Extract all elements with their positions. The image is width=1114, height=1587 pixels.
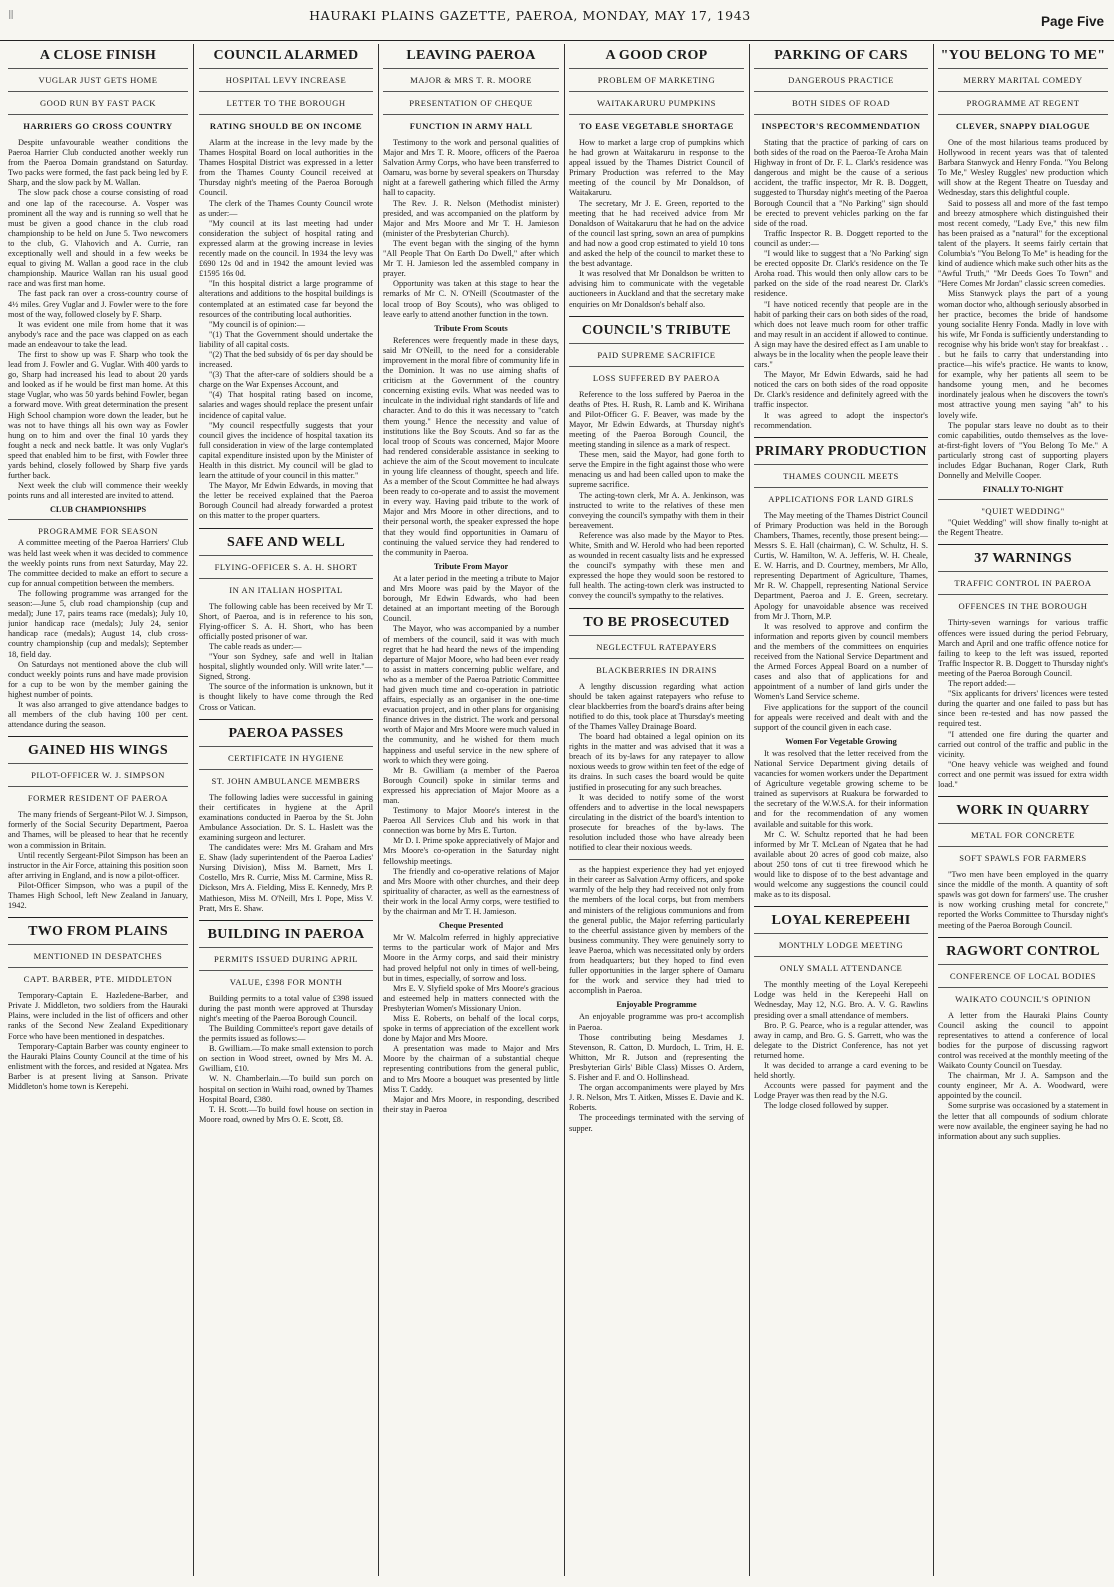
headline: PRIMARY PRODUCTION bbox=[754, 437, 928, 460]
paragraph: "(1) That the Government should undertake the liability of all capital costs. bbox=[199, 329, 373, 349]
paragraph: The Mayor, who was accompanied by a number of members of the council, said it was with much regret that he had heard the news of the impending departure of Major Moore, who had been ever ready to assist in matters concerning public welfare, and who as a member of the Paeroa Patriotic Committee had given much time and co-operation in patriotic affairs, especially as an organiser in the one-time evacuation project, and in other plans for organising finance drives in the district. The work and personal worth of Major and Mrs Moore were much valued in the community, and he wished for them much happiness and useful service in the new sphere of work to which they were going. bbox=[383, 624, 559, 765]
subheading: Tribute From Scouts bbox=[434, 323, 508, 333]
paragraph: "Your son Sydney, safe and well in Italian hospital, slightly wounded only. Will write later."—Signed, Strong. bbox=[199, 652, 373, 682]
headline: TO BE PROSECUTED bbox=[569, 608, 744, 631]
deck-line: THAMES COUNCIL MEETS bbox=[754, 464, 928, 483]
paragraph: T. H. Scott.—To build fowl house on section in Moore road, owned by Mrs O. E. Scott, £8. bbox=[199, 1104, 373, 1124]
paragraph: Pilot-Officer Simpson, who was a pupil of the Thames High School, left New Zealand in January, 1942. bbox=[8, 880, 188, 911]
article bbox=[199, 920, 373, 1125]
column-rule bbox=[933, 44, 934, 1576]
paragraph: W. N. Chamberlain.—To build sun porch on hospital on section in Waihi road, owned by Thames Hospital Board, £380. bbox=[199, 1074, 373, 1104]
margin-mark: ǁ bbox=[8, 8, 14, 22]
deck-line: WAIKATO COUNCIL'S OPINION bbox=[938, 987, 1108, 1006]
paragraph: B. Gwilliam.—To make small extension to porch on section in Wood street, owned by Mrs M. A. Gwilliam, £10. bbox=[199, 1044, 373, 1074]
paragraph: Testimony to Major Moore's interest in the Paeroa All Services Club and his work in that connection was borne by Mrs E. Turton. bbox=[383, 806, 559, 836]
paragraph: "Two men have been employed in the quarry since the middle of the month. A quantity of soft spawls was got down for farmers' use. The crusher is now working crushing metal for concrete," reported the Works Committee to Thursday night's meeting of the Paeroa Borough Council. bbox=[938, 870, 1108, 930]
deck-line: MENTIONED IN DESPATCHES bbox=[8, 944, 188, 963]
paragraph: Opportunity was taken at this stage to hear the remarks of Mr C. N. O'Neill (Scoutmaster of the local troop of Boy Scouts), who was obliged to leave early to attend another function in the town. bbox=[383, 279, 559, 319]
paragraph: Five applications for the support of the council for appeals were received and dealt with and the support of the council given in each case. bbox=[754, 702, 928, 732]
subheading: Cheque Presented bbox=[438, 921, 504, 931]
deck-line: MERRY MARITAL COMEDY bbox=[938, 68, 1108, 87]
paragraph: A presentation was made to Major and Mrs Moore by the chairman of a substantial cheque representing contributions from the general public, and to Mrs Moore a bouquet was presented by little Miss T. Caddy. bbox=[383, 1044, 559, 1094]
paragraph: It was evident one mile from home that it was anybody's race and the pace was clapped on as each made an endeavour to take the lead. bbox=[8, 319, 188, 349]
article bbox=[199, 45, 373, 522]
deck-line: METAL FOR CONCRETE bbox=[938, 823, 1108, 842]
news-column bbox=[383, 45, 559, 1573]
paragraph: How to market a large crop of pumpkins which he had grown at Waitakaruru in response to the appeal issued by the Thames District Council of Primary Production was referred to the May meeting of the council by Mr Donaldson, of Waitakaruru. bbox=[569, 138, 744, 198]
paragraph: Some surprise was occasioned by a statement in the letter that all compounds of sodium chlorate were now available, the engineer saying he had no information about any such supplies. bbox=[938, 1101, 1108, 1141]
paragraph: "I attended one fire during the quarter and carried out control of the traffic and public in the vicinity. bbox=[938, 729, 1108, 759]
paragraph: "(4) That hospital rating based on income, salaries and wages should replace the present unfair incidence of capital value. bbox=[199, 390, 373, 420]
paragraph: The source of the information is unknown, but it is thought likely to have come through the Red Cross or Vatican. bbox=[199, 682, 373, 712]
article bbox=[754, 437, 928, 901]
paragraph: Alarm at the increase in the levy made by the Thames Hospital Board on local authorities in the Thames Hospital District was expressed in a letter from the Thames County Council received at Thursday night's meeting of the Paeroa Borough Council. bbox=[199, 138, 373, 198]
article bbox=[383, 45, 559, 1115]
paragraph: Mr W. Malcolm referred in highly appreciative terms to the particular work of Major and Mrs Moore in the Army corps, and said their ministry had proved helpful not only in times of well-being, but in times, especially, of sorrow and loss. bbox=[383, 933, 559, 983]
headline: PAEROA PASSES bbox=[199, 719, 373, 742]
deck-line: INSPECTOR'S RECOMMENDATION bbox=[754, 114, 928, 133]
page-number: Page Five bbox=[1040, 14, 1104, 29]
paragraph: A committee meeting of the Paeroa Harriers' Club was held last week when it was decided to commence the weekly points runs from next Saturday, May 22. The committee decided to make an effort to secure a cup for annual competition between the members. bbox=[8, 538, 188, 588]
paragraph: as the happiest experience they had yet enjoyed in their career as Salvation Army officers, and spoke warmly of the help they had received not only from the members of the local corps, but from members and ministers of the religious communions and from the general public, the Major referring particularly to the cheerful assistance given by members of the business community. They were genuinely sorry to leave Paeroa, which was necessitated only by orders from headquarters; but they hoped to find even fuller opportunities in the larger sphere of Oamaru for the work and service they had tried to accomplish in Paeroa. bbox=[569, 865, 744, 996]
paragraph: The Building Committee's report gave details of the permits issued as follows:— bbox=[199, 1024, 373, 1044]
deck-line: ST. JOHN AMBULANCE MEMBERS bbox=[199, 769, 373, 788]
paragraph: Accounts were passed for payment and the Lodge Prayer was then read by the N.G. bbox=[754, 1081, 928, 1101]
continuation-rule bbox=[569, 859, 744, 860]
paragraph: Next week the club will commence their weekly points runs and all interested are invited to attend. bbox=[8, 481, 188, 501]
paragraph: A lengthy discussion regarding what action should be taken against ratepayers who refuse to clear blackberries from the board's drains after being notified to do this, took place at Thursday's meeting of the Thames Valley Drainage Board. bbox=[569, 681, 744, 731]
paragraph: Stating that the practice of parking of cars on both sides of the road on the Paeroa-Te Aroha Main Highway in front of Dr. F. L. Clark's residence was dangerous and might be the cause of a serious accident, the traffic inspector, Mr R. B. Doggett, suggested to Thursday night's meeting of the Paeroa Borough Council that a "No Parking" sign should be erected to prevent vehicles parking on the far side of the road. bbox=[754, 138, 928, 228]
paragraph: The Mayor, Mr Edwin Edwards, in moving that the letter be received explained that the Paeroa Borough Council had already forwarded a protest on this matter to the proper quarters. bbox=[199, 481, 373, 521]
paragraph: "Six applicants for drivers' licences were tested during the quarter and one failed to pass but has since been re-tested and has now passed the required test. bbox=[938, 689, 1108, 729]
headline: A GOOD CROP bbox=[605, 48, 708, 63]
paragraph: Bro. P. G. Pearce, who is a regular attender, was away in camp, and Bro. G. S. Garrett, who was the delegate to the District Conference, has not yet returned home. bbox=[754, 1020, 928, 1060]
deck-line: RATING SHOULD BE ON INCOME bbox=[199, 114, 373, 133]
paragraph: Mr B. Gwilliam (a member of the Paeroa Borough Council) spoke in similar terms and expressed his appreciation of Major Moore as a man. bbox=[383, 765, 559, 805]
deck-line: PERMITS ISSUED DURING APRIL bbox=[199, 947, 373, 966]
article bbox=[199, 528, 373, 713]
headline: TWO FROM PLAINS bbox=[8, 917, 188, 940]
paragraph: Reference was also made by the Mayor to Ptes. White, Smith and W. Herold who had been reported as wounded in recent casualty lists and he expressed the council's sympathy with these men and expressed the hope they would soon be restored to full health. The acting-town clerk was instructed to convey the council's sympathy to the relatives. bbox=[569, 530, 744, 601]
paragraph: "(2) That the bed subsidy of 6s per day should be increased. bbox=[199, 349, 373, 370]
deck-line: GOOD RUN BY FAST PACK bbox=[8, 91, 188, 110]
paragraph: Building permits to a total value of £398 issued during the past month were approved at Thursday night's meeting of the Paeroa Borough Council. bbox=[199, 993, 373, 1023]
headline: RAGWORT CONTROL bbox=[938, 937, 1108, 960]
paragraph: "Quiet Wedding" will show finally to-night at the Regent Theatre. bbox=[938, 518, 1108, 538]
paragraph: An enjoyable programme was pro-t accomplish in Paeroa. bbox=[569, 1012, 744, 1032]
deck-line: SOFT SPAWLS FOR FARMERS bbox=[938, 846, 1108, 865]
deck-line: FLYING-OFFICER S. A. H. SHORT bbox=[199, 555, 373, 574]
news-column bbox=[938, 45, 1108, 1573]
paragraph: Major and Mrs Moore, in responding, described their stay in Paeroa bbox=[383, 1094, 559, 1114]
paragraph: The fast pack ran over a cross-country course of 4½ miles. Grey Vuglar and J. Fowler were to the fore most of the way, followed closely by F. Sharp. bbox=[8, 289, 188, 319]
paragraph: Said to possess all and more of the fast tempo and breezy atmosphere which distinguished their most recent comedy, "Lady Eve," this new film has been praised as a "natural" for the exceptional talent of the players. It seems fairly certain that Columbia's "You Belong To Me" is heading for the kind of audience which make such other hits as the "Awful Truth," "Mr Deeds Goes To Town" and "Here Comes Mr Jordan" classic screen comedies. bbox=[938, 198, 1108, 289]
masthead bbox=[0, 0, 1114, 41]
paragraph: It was resolved to approve and confirm the information and reports given by council members and the members of the committees on enquiries received from the National Service Department and the Armed Forces Appeal Board on a number of cases and also that of applications for and appointment of a number of land girls under the Women's Land Service scheme. bbox=[754, 621, 928, 702]
paragraph: "In this hospital district a large programme of alterations and additions to the hospital buildings is contemplated at an estimated case far beyond the resources of the contributing local authorities. bbox=[199, 279, 373, 319]
deck-line: LETTER TO THE BOROUGH bbox=[199, 91, 373, 110]
news-column bbox=[754, 45, 928, 1573]
paragraph: The lodge closed followed by supper. bbox=[764, 1101, 889, 1111]
news-column bbox=[8, 45, 188, 1573]
paragraph: At a later period in the meeting a tribute to Major and Mrs Moore was paid by the Mayor of the borough, Mr Edwin Edwards, who had been detained at an important meeting of the Borough Council. bbox=[383, 573, 559, 624]
paragraph: Reference to the loss suffered by Paeroa in the deaths of Ptes. H. Rush, R. Lamb and K. Wirihana and Pilot-Officer G. F. Beaver, was made by the Mayor, Mr Edwin Edwards, at Thursday night's meeting of the Paeroa Borough Council, the meeting standing in silence as a mark of respect. bbox=[569, 389, 744, 450]
paragraph: On Saturdays not mentioned above the club will conduct weekly points runs and have made provision for a cup to be won by the member gaining the highest number of points. bbox=[8, 659, 188, 699]
paragraph: Mr C. W. Schultz reported that he had been informed by Mr T. McLean of Ngatea that he had available about 20 acres of good cob maize, also about 250 tons of cut ti tree firewood which he would like to dispose of to the best advantage and would welcome any suggestions the council could make as to its disposal. bbox=[754, 829, 928, 900]
paragraph: One of the most hilarious teams produced by Hollywood in recent years was that of talented Barbara Stanwyck and Henry Fonda. "You Belong To Me," Wesley Ruggles' new production which will show at the Regent Theatre on Tuesday and Wednesday, stars this delightful couple. bbox=[938, 138, 1108, 198]
deck-line: ONLY SMALL ATTENDANCE bbox=[754, 956, 928, 975]
paragraph: "My council is of opinion:— bbox=[209, 319, 306, 329]
deck-line: VALUE, £398 FOR MONTH bbox=[199, 970, 373, 989]
paragraph: The following programme was arranged for the season:—June 5, club road championship (cup and medal); June 17, pairs teams race (medals); July 10, junior handicap race (medals); July 24, senior handicap race (medals); August 14, club cross-country championship (cup and medals); September 18, field day. bbox=[8, 588, 188, 659]
paragraph: The cable reads as under:— bbox=[209, 641, 302, 651]
paragraph: It was decided to notify some of the worst offenders and to advertise in the local newspapers circulating in the district of the board's intention to prosecute for breaches of the by-laws. The resolution included those who have already been notified to clear their noxious weeds. bbox=[569, 792, 744, 853]
deck-line: MAJOR & MRS T. R. MOORE bbox=[383, 68, 559, 87]
paragraph: The May meeting of the Thames District Council of Primary Production was held in the Borough Chambers, Thames, recently, those present being:—Messrs S. E. Hall (chairman), C. W. Schultz, H. S. Curtis, W. Hamilton, W. A. Jefferis, W. H. Cheale, E. W. Harris, and D. Courtney, members, Mr Allo, representing Department of Agriculture, Thames, Mr R. W. Chappell, representing National Service Department, Paeroa and J. E. Green, secretary. Apology for unavoidable absence was received from Mr J. Thorn, M.P. bbox=[754, 510, 928, 621]
deck-line: PILOT-OFFICER W. J. SIMPSON bbox=[8, 763, 188, 782]
deck-line: PROBLEM OF MARKETING bbox=[569, 68, 744, 87]
article bbox=[8, 45, 188, 730]
headline: COUNCIL'S TRIBUTE bbox=[569, 316, 744, 339]
paragraph: The following cable has been received by Mr T. Short, of Paeroa, and is in reference to his son, Flying-officer S. A. H. Short, who has been officially posted prisoner of war. bbox=[199, 601, 373, 641]
paragraph: The board had obtained a legal opinion on its rights in the matter and was advised that it was a breach of its by-laws for any ratepayer to allow noxious weeds to grow within ten feet of the edge of its drains. In such cases the board would be quite justified in prosecuting for any such breaches. bbox=[569, 732, 744, 792]
deck-line: LOSS SUFFERED BY PAEROA bbox=[569, 366, 744, 385]
paragraph: "(3) That the after-care of soldiers should be a charge on the War Expenses Account, and bbox=[199, 370, 373, 390]
paragraph: The proceedings terminated with the serving of supper. bbox=[569, 1113, 744, 1133]
article bbox=[569, 859, 744, 1133]
article bbox=[754, 906, 928, 1111]
article bbox=[569, 608, 744, 854]
paragraph: "My council at its last meeting had under consideration the subject of hospital rating and expressed alarm at the growing increase in levies recently made on the council. In 1934 the levy was £690 12s 0d and in 1942 the amount levied was £1595 16s 0d. bbox=[199, 218, 373, 279]
newspaper-dateline: HAURAKI PLAINS GAZETTE, PAEROA, MONDAY, MAY 17, 1943 bbox=[309, 8, 751, 23]
deck-line: PAID SUPREME SACRIFICE bbox=[569, 343, 744, 362]
paragraph: Mr D. I. Prime spoke appreciatively of Major and Mrs Moore's co-operation in the Saturday night fellowship meetings. bbox=[383, 836, 559, 866]
deck-line: FORMER RESIDENT OF PAEROA bbox=[8, 786, 188, 805]
news-column bbox=[569, 45, 744, 1573]
column-rule bbox=[749, 44, 750, 1576]
paragraph: The event began with the singing of the hymn "All People That On Earth Do Dwell," after which Mr T. H. Jamieson led the assembled company in prayer. bbox=[383, 238, 559, 279]
headline: LEAVING PAEROA bbox=[406, 48, 536, 63]
deck-line: CERTIFICATE IN HYGIENE bbox=[199, 746, 373, 765]
paragraph: The slow pack chose a course consisting of road and one lap of the racecourse. A. Vosper was prominent all the way and is running so well that he must be given a good chance in the club road championship to be held on June 5. Two newcomers to the club, G. Vlahovich and A. Currie, ran exceptionally well and should in a few weeks be equal to giving M. Wallan a good race in the club championship. Maurice Wallan ran his usual good race and was first man home. bbox=[8, 188, 188, 289]
article bbox=[569, 45, 744, 310]
headline: A CLOSE FINISH bbox=[39, 48, 157, 63]
deck-line: IN AN ITALIAN HOSPITAL bbox=[199, 578, 373, 597]
deck-line: CAPT. BARBER, PTE. MIDDLETON bbox=[8, 967, 188, 986]
deck-line: WAITAKARURU PUMPKINS bbox=[569, 91, 744, 110]
paragraph: Those contributing being Mesdames J. Stevenson, R. Catton, D. Murdoch, L. Trim, H. E. Whitton, Mr R. Jutson and (representing the Presbyterian Girls' Bible Class) Misses O. Ardern, S. Fisher and F. and O. Hollinshead. bbox=[569, 1032, 744, 1083]
deck-line: OFFENCES IN THE BOROUGH bbox=[938, 594, 1108, 613]
paragraph: Testimony to the work and personal qualities of Major and Mrs T. R. Moore, officers of the Paeroa Salvation Army Corps, who have been transferred to Oamaru, was borne by several speakers on Thursday night at a farewell gathering which filled the Army hall to capacity. bbox=[383, 138, 559, 198]
paragraph: Mrs E. V. Slyfield spoke of Mrs Moore's gracious and esteemed help in matters connected with the Presbyterian Women's Missionary Union. bbox=[383, 983, 559, 1013]
deck-line: VUGLAR JUST GETS HOME bbox=[8, 68, 188, 87]
headline: LOYAL KEREPEEHI bbox=[754, 906, 928, 929]
deck-line: HOSPITAL LEVY INCREASE bbox=[199, 68, 373, 87]
column-rule bbox=[564, 44, 565, 1576]
paragraph: The chairman, Mr J. A. Sampson and the county engineer, Mr A. A. Woodward, were appointed by the council. bbox=[938, 1071, 1108, 1101]
paragraph: "I would like to suggest that a 'No Parking' sign be erected opposite Dr. Clark's residence on the Te Aroha road. This would then only allow cars to be parked on the side of the road nearest Dr. Clark's residence. bbox=[754, 249, 928, 299]
deck-line: BOTH SIDES OF ROAD bbox=[754, 91, 928, 110]
paragraph: The popular stars leave no doubt as to their comic capabilities, outdo themselves as the love-at-first-fight lovers of "You Belong To Me." A particularly strong cast of supporting players includes Edgar Buchanan, Roger Clark, Ruth Donnelly and Melville Cooper. bbox=[938, 420, 1108, 481]
deck-line: APPLICATIONS FOR LAND GIRLS bbox=[754, 487, 928, 506]
headline: WORK IN QUARRY bbox=[938, 796, 1108, 819]
deck-line: MONTHLY LODGE MEETING bbox=[754, 933, 928, 952]
news-column bbox=[199, 45, 373, 1573]
headline: PARKING OF CARS bbox=[774, 48, 908, 63]
article bbox=[754, 45, 928, 431]
paragraph: "I have noticed recently that people are in the habit of parking their cars on both sides of the road, which does not leave much room for other traffic and may result in an accident if allowed to continue. A sign may have the desired effect as I am unable to always be in the locality when the people leave their cars." bbox=[754, 299, 928, 370]
deck-line: FUNCTION IN ARMY HALL bbox=[383, 114, 559, 133]
article bbox=[8, 736, 188, 911]
paragraph: A letter from the Hauraki Plains County Council asking the council to appoint representatives to attend a conference of local bodies for the purpose of discussing ragwort control was received at the monthly meeting of the Waikato County Council on Tuesday. bbox=[938, 1010, 1108, 1071]
headline: 37 WARNINGS bbox=[938, 544, 1108, 567]
paragraph: The organ accompaniments were played by Mrs J. R. Nelson, Mrs T. Aitken, Misses E. Davie and K. Roberts. bbox=[569, 1083, 744, 1113]
paragraph: "My council respectfully suggests that your council gives the incidence of hospital taxation its full consideration in view of the large contemplated capital expenditure insisted upon by the Minister of Health in this district. My council will be glad to learn the attitude of your council in this matter." bbox=[199, 420, 373, 481]
paragraph: Thirty-seven warnings for various traffic offences were issued during the period February, March and April and one traffic offence notice for failing to keep to the left was issued, reported Traffic Inspector R. B. Doggett to Thursday night's meeting of the Paeroa Borough Council. bbox=[938, 618, 1108, 678]
paragraph: The friendly and co-operative relations of Major and Mrs Moore with other churches, and their deep spirituality of character, as well as the earnestness of their work in the local Army corps, were testified to by the chairman and Mr T. H. Jamieson. bbox=[383, 866, 559, 917]
headline: BUILDING IN PAEROA bbox=[199, 920, 373, 943]
paragraph: "One heavy vehicle was weighed and found correct and one permit was issued for extra width load." bbox=[938, 759, 1108, 789]
paragraph: Temporary-Captain Barber was county engineer to the Hauraki Plains County Council at the time of his enlistment with the forces, and resided at Ngatea. Mrs Barber is at present living at Sanson. Private Middleton's home town is Kerepehi. bbox=[8, 1041, 188, 1092]
article bbox=[569, 316, 744, 602]
paragraph: It was agreed to adopt the inspector's recommendation. bbox=[754, 410, 928, 430]
headline: GAINED HIS WINGS bbox=[8, 736, 188, 759]
paragraph: The candidates were: Mrs M. Graham and Mrs E. Shaw (lady superintendent of the Paeroa Ladies' Nursing Division), Miss M. Barnett, Mrs I. Costello, Mrs R. Currie, Miss M. Carmine, Miss R. Dickson, Mrs A. Fielding, Miss E. Kennedy, Mrs P. Mathieson, Miss M. O'Neill, Mrs I. Pope, Miss V. Pratt, Mrs E. Shaw. bbox=[199, 843, 373, 913]
deck-line: CLEVER, SNAPPY DIALOGUE bbox=[938, 114, 1108, 133]
column-rule bbox=[378, 44, 379, 1576]
deck-line: TO EASE VEGETABLE SHORTAGE bbox=[569, 114, 744, 133]
deck-line: PROGRAMME FOR SEASON bbox=[8, 519, 188, 538]
deck-line: BLACKBERRIES IN DRAINS bbox=[569, 658, 744, 677]
paragraph: The acting-town clerk, Mr A. A. Jenkinson, was instructed to write to the relatives of these men conveying the council's sympathy with them in their bereavement. bbox=[569, 490, 744, 530]
deck-line: HARRIERS GO CROSS COUNTRY bbox=[8, 114, 188, 133]
subheading: CLUB CHAMPIONSHIPS bbox=[49, 505, 147, 515]
paragraph: It was resolved that the letter received from the National Service Department giving details of vacancies for women workers under the Department of Agriculture vegetable growing scheme to be trained as supervisors at Ruakura be forwarded to the secretary of the W.W.S.A. for their information and for the recommendation of any women available and suitable for this work. bbox=[754, 748, 928, 829]
deck-line: TRAFFIC CONTROL IN PAEROA bbox=[938, 571, 1108, 590]
deck-line: PROGRAMME AT REGENT bbox=[938, 91, 1108, 110]
deck-line: NEGLECTFUL RATEPAYERS bbox=[569, 635, 744, 654]
paragraph: The many friends of Sergeant-Pilot W. J. Simpson, formerly of the Social Security Department, Paeroa and Thames, will be pleased to hear that he recently won a commission in Britain. bbox=[8, 810, 188, 850]
article bbox=[938, 544, 1108, 790]
subheading: FINALLY TO-NIGHT bbox=[982, 485, 1064, 495]
paragraph: Despite unfavourable weather conditions the Paeroa Harrier Club conducted another weekly run from the Paeroa Domain grandstand on Saturday. Two packs were formed, the fast pack being led by F. Sharp, and the slow pack by M. Wallan. bbox=[8, 138, 188, 188]
paragraph: The Mayor, Mr Edwin Edwards, said he had noticed the cars on both sides of the road opposite Dr. Clark's residence and definitely agreed with the traffic inspector. bbox=[754, 370, 928, 410]
paragraph: The secretary, Mr J. E. Green, reported to the meeting that he had received advice from Mr Donaldson of Waitakaruru that he had on the advice of the council last spring, sown an area of pumpkins and had now a good crop estimated to yield 10 tons and asked the help of the council to market these to the best advantage. bbox=[569, 198, 744, 269]
paragraph: The Rev. J. R. Nelson (Methodist minister) presided, and was accompanied on the platform by Major and Mrs Moore and Mr T. H. Jamieson (minister of the Presbyterian Church). bbox=[383, 198, 559, 238]
paragraph: The following ladies were successful in gaining their certificates in hygiene at the April examinations conducted in Paeroa by the St. John Ambulance Association. Dr. S. L. Haslett was the examining surgeon and lecturer. bbox=[199, 792, 373, 842]
headline: COUNCIL ALARMED bbox=[213, 48, 359, 63]
paragraph: Traffic Inspector R. B. Doggett reported to the council as under:— bbox=[754, 228, 928, 248]
paragraph: The monthly meeting of the Loyal Kerepeehi Lodge was held in the Kerepeehi Hall on Wednesday, May 12, N.G. Bro. A. V. G. Rawlins presiding over a small attendance of members. bbox=[754, 980, 928, 1020]
headline: SAFE AND WELL bbox=[199, 528, 373, 551]
column-rule bbox=[193, 44, 194, 1576]
subheading: Women For Vegetable Growing bbox=[785, 736, 897, 746]
paragraph: The first to show up was F. Sharp who took the lead from J. Fowler and G. Vuglar. With 400 yards to go, Sharp had increased his lead to about 20 yards and looked as if he would be first man home. At this stage Vuglar, who was 50 yards behind Fowler, began a forward move. With great determination the present High School champion wore down the leader, but he was not to have things all his own way as Fowler hung on to him and over the final 10 yards they fought a neck and neck battle. It was only Vuglar's speed that enabled him to be first, with Fowler three yards behind, closely followed by Sharp five yards further back. bbox=[8, 349, 188, 481]
paragraph: The clerk of the Thames County Council wrote as under:— bbox=[199, 198, 373, 218]
paragraph: Miss Stanwyck plays the part of a young woman doctor who, although seriously absorbed in her practice, becomes the bride of handsome young socialite Henry Fonda. Madly in love with his wife, Mr Fonda is sufficiently understanding to recognise why his bride won't stay for breakfast . . . but he fails to carry that understanding into practice—his wife's practice. He wants to know, for example, why her patients all seem to be handsome young men, and he becomes inordinately jealous when he discovers the town's most attractive young men saying "ah" to his lovely wife. bbox=[938, 289, 1108, 420]
subheading: Tribute From Mayor bbox=[433, 561, 509, 571]
paragraph: The report added:— bbox=[948, 679, 1016, 689]
paragraph: It was decided to arrange a card evening to be held shortly. bbox=[754, 1061, 928, 1081]
deck-line: DANGEROUS PRACTICE bbox=[754, 68, 928, 87]
deck-line: CONFERENCE OF LOCAL BODIES bbox=[938, 964, 1108, 983]
headline: "YOU BELONG TO ME" bbox=[940, 48, 1106, 63]
paragraph: Until recently Sergeant-Pilot Simpson has been an instructor in the Air Force, attaining this position soon after arriving in England, and is now a pilot-officer. bbox=[8, 850, 188, 880]
paragraph: It was also arranged to give attendance badges to all members of the club having 100 per cent. attendance during the season. bbox=[8, 699, 188, 730]
article bbox=[938, 937, 1108, 1142]
deck-line: PRESENTATION OF CHEQUE bbox=[383, 91, 559, 110]
paragraph: These men, said the Mayor, had gone forth to serve the Empire in the fight against those who were menacing us and had been called upon to make the supreme sacrifice. bbox=[569, 450, 744, 490]
article bbox=[938, 45, 1108, 538]
paragraph: References were frequently made in these days, said Mr O'Neill, to the need for a considerable improvement in the moral fibre of community life in the Dominion. It was no use aiming shafts of criticism at the Government of the country concerning existing evils. What was needed was to inculcate in the individual right standards of life and character. And to do this it was necessary to "catch them young." Hence the necessity and value of institutions like the Boy Scouts. And so far as the local troop of Scouts was concerned, Major Moore had rendered considerable assistance in seeking to achieve the aim of the Scout movement to inculcate in young life cleanness of thought, speech and life. As a member of the Scout Committee he had always been ready to co-operate and to assist the movement in every way. Having paid tribute to the work of Major and Mrs Moore in other directions, and to their personal worth, the speaker expressed the hope that they would find opportunities in Oamaru of continuing the valued service they had rendered to the community in Paeroa. bbox=[383, 335, 559, 557]
article bbox=[199, 719, 373, 914]
paragraph: Miss E. Roberts, on behalf of the local corps, spoke in terms of appreciation of the excellent work done by Major and Mrs Moore. bbox=[383, 1013, 559, 1044]
paragraph: Temporary-Captain E. Hazledene-Barber, and Private J. Middleton, two soldiers from the Hauraki Plains, were included in the list of officers and other ranks of the Second New Zealand Expeditionary Force who have been mentioned in despatches. bbox=[8, 991, 188, 1041]
article bbox=[8, 917, 188, 1092]
subheading: Enjoyable Programme bbox=[616, 1000, 697, 1010]
article bbox=[938, 796, 1108, 931]
deck-line: "QUIET WEDDING" bbox=[938, 499, 1108, 518]
paragraph: It was resolved that Mr Donaldson be written to advising him to communicate with the vegetable auctioneers in Auckland and that the secretary make enquiries on Mr Donaldson's behalf also. bbox=[569, 269, 744, 309]
